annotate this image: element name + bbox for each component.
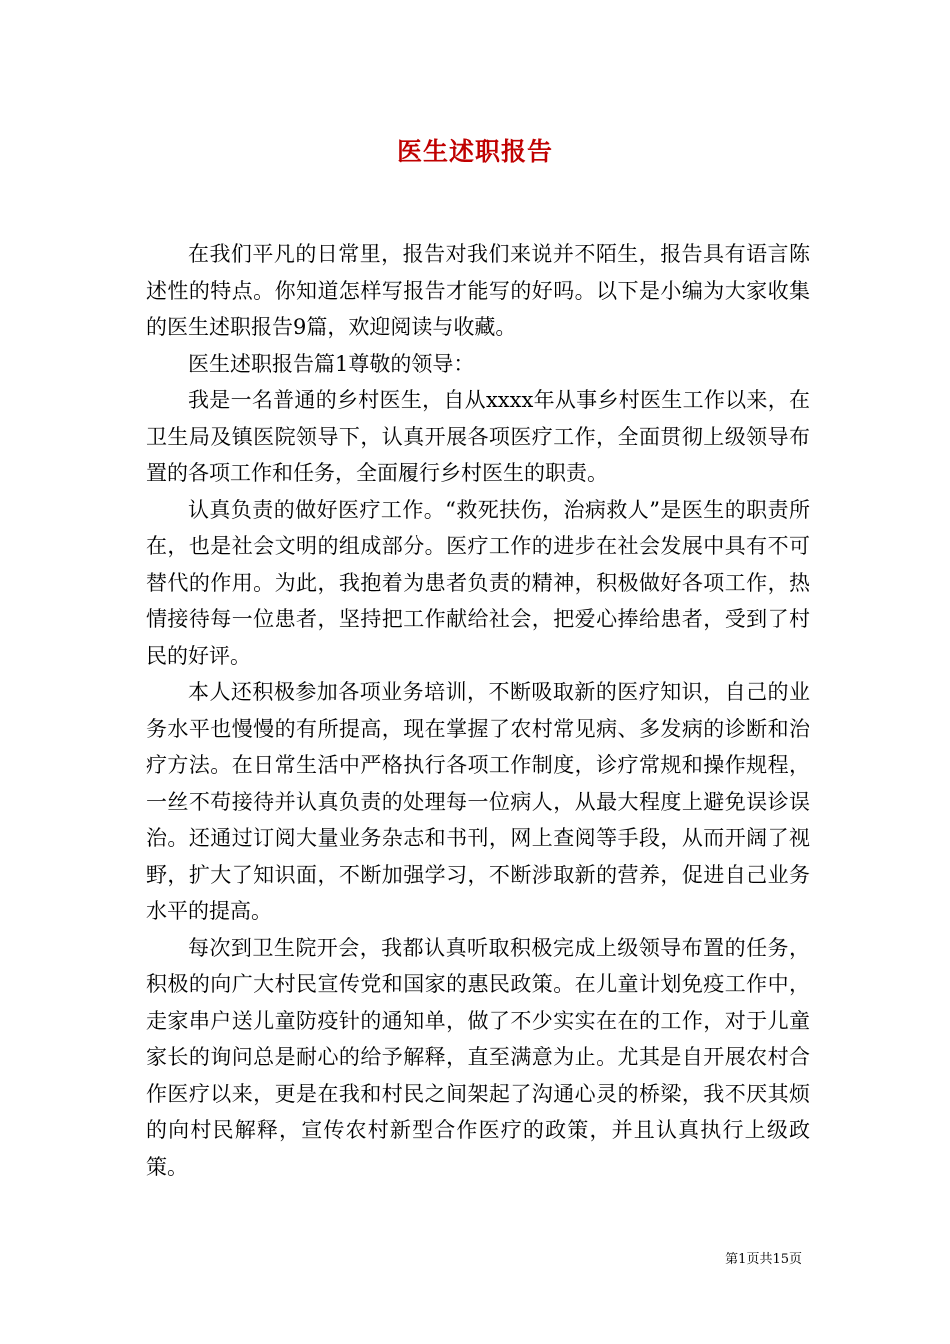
document-title: 医生述职报告 (396, 137, 553, 166)
paragraph-training: 本人还积极参加各项业务培训，不断吸取新的医疗知识，自己的业务水平也慢慢的有所提高，现在掌握了农村常见病、多发病的诊断和治疗方法。在日常生活中严格执行各项工作制度，诊疗常规和操作规程，一丝不苟接待并认真负责的处理每一位病人，从最大程度上避免误诊误治。还通过订阅大量业务杂志和书刊，网上查阅等手段，从而开阔了视野，扩大了知识面，不断加强学习，不断涉取新的营养，促进自己业务水平的提高。 (146, 680, 810, 923)
document-body (146, 236, 810, 1185)
paragraph-salutation: 医生述职报告篇1尊敬的领导： (188, 351, 475, 376)
paragraph-intro: 在我们平凡的日常里，报告对我们来说并不陌生，报告具有语言陈述性的特点。你知道怎样写报告才能写的好吗。以下是小编为大家收集的医生述职报告9篇，欢迎阅读与收藏。 (146, 242, 810, 339)
paragraph-self-introduction: 我是一名普通的乡村医生，自从xxxx年从事乡村医生工作以来，在卫生局及镇医院领导下，认真开展各项医疗工作，全面贯彻上级领导布置的各项工作和任务，全面履行乡村医生的职责。 (146, 388, 810, 485)
paragraph-meetings: 每次到卫生院开会，我都认真听取积极完成上级领导布置的任务，积极的向广大村民宣传党和国家的惠民政策。在儿童计划免疫工作中，走家串户送儿童防疫针的通知单，做了不少实实在在的工作，对于儿童家长的询问总是耐心的给予解释，直至满意为止。尤其是自开展农村合作医疗以来，更是在我和村民之间架起了沟通心灵的桥梁，我不厌其烦的向村民解释，宣传农村新型合作医疗的政策，并且认真执行上级政策。 (146, 935, 810, 1179)
paragraph-medical-work: 认真负责的做好医疗工作。“救死扶伤，治病救人”是医生的职责所在，也是社会文明的组成部分。医疗工作的进步在社会发展中具有不可替代的作用。为此，我抱着为患者负责的精神，积极做好各项工作，热情接待每一位患者，坚持把工作献给社会，把爱心捧给患者，受到了村民的好评。 (146, 497, 810, 668)
page-number-footer: 第1页共15页 (725, 1252, 802, 1267)
